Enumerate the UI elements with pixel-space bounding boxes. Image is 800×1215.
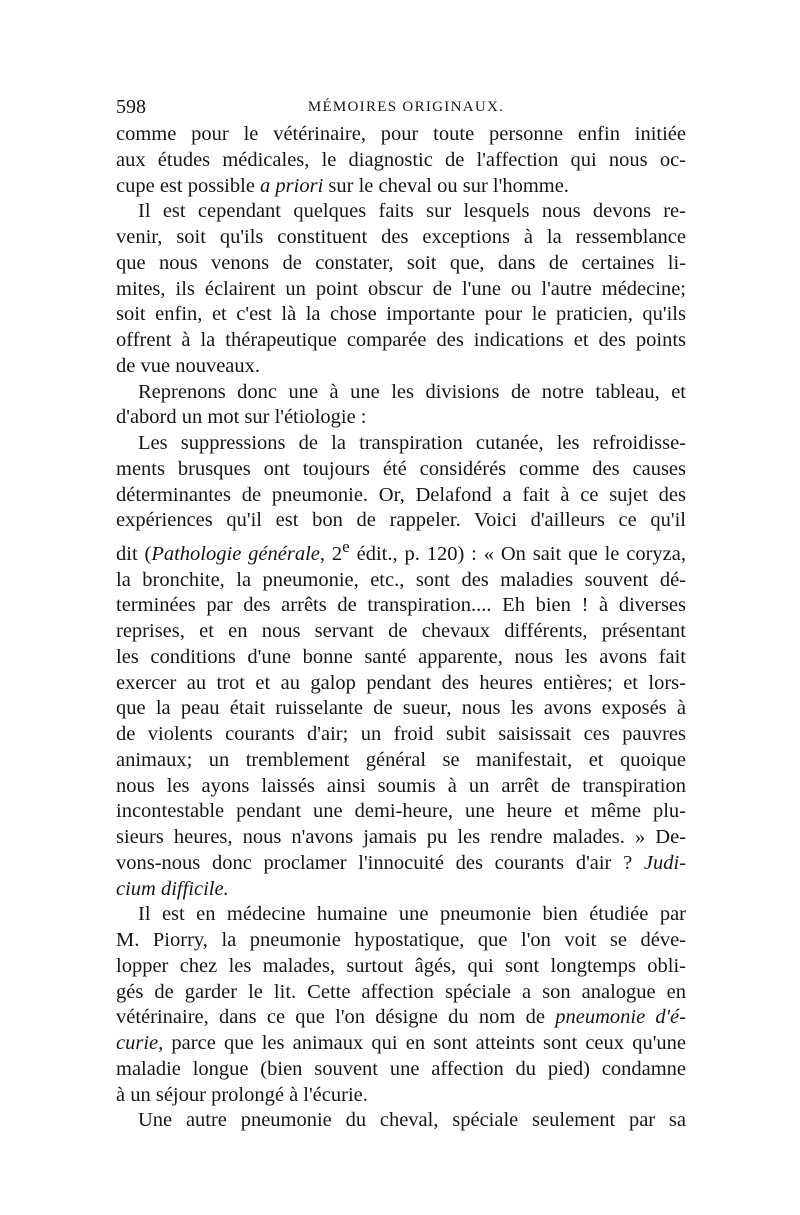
text-line: offrent à la thérapeutique comparée des indications et des points (116, 329, 686, 351)
text-line: cium difficile. (116, 877, 229, 900)
text-line: d'abord un mot sur l'étiologie : (116, 406, 367, 429)
paragraph-4 (116, 431, 686, 902)
italic-term: pneumonie d'é- (555, 1006, 686, 1029)
text-line: dit (Pathologie générale, 2e édit., p. 120) : « On sait que le coryza, (116, 537, 687, 565)
text-line: aux études médicales, le diagnostic de l'affection qui nous oc- (116, 148, 686, 171)
text-line: comme pour le vétérinaire, pour toute personne enfin initiée (116, 123, 686, 145)
text-line: de vue nouveaux. (116, 354, 261, 377)
text-line: lopper chez les malades, surtout âgés, qui sont longtemps obli- (116, 954, 686, 977)
text-line: nous les ayons laissés ainsi soumis à un arrêt de transpiration (116, 774, 686, 797)
text-line: la bronchite, la pneumonie, etc., sont des maladies souvent dé- (116, 568, 686, 591)
italic-citation: Pathologie générale (151, 542, 320, 565)
text-line: déterminantes de pneumonie. Or, Delafond a fait à ce sujet des (116, 483, 686, 506)
text-line: venir, soit qu'ils constituent des exceptions à la ressemblance (116, 226, 686, 248)
text-line: incontestable pendant une demi-heure, une heure et même plu- (116, 800, 686, 823)
text-line: cupe est possible a priori sur le cheval ou sur l'homme. (116, 174, 569, 197)
book-page (116, 92, 686, 1134)
text-line: Il est cependant quelques faits sur lesquels nous devons re- (138, 200, 686, 223)
text-line: expériences qu'il est bon de rappeler. Voici d'ailleurs ce qu'il (116, 509, 686, 532)
text-line: Reprenons donc une à une les divisions de notre tableau, et (138, 380, 686, 403)
body-text (116, 122, 686, 1134)
text-line: Il est en médecine humaine une pneumonie bien étudiée par (138, 903, 686, 926)
text-line: que la peau était ruisselante de sueur, nous les avons exposés à (116, 697, 686, 720)
text-line: vons-nous donc proclamer l'innocuité des courants d'air ? Judi- (116, 851, 686, 874)
text-line: exercer au trot et au galop pendant des heures entières; et lors- (116, 671, 686, 694)
text-line: les conditions d'une bonne santé apparente, nous les avons fait (116, 645, 686, 668)
text-line: maladie longue (bien souvent une affection du pied) condamne (116, 1057, 686, 1080)
text-line: ments brusques ont toujours été considérés comme des causes (116, 457, 686, 480)
text-line: M. Piorry, la pneumonie hypostatique, que l'on voit se déve- (116, 929, 686, 952)
text-line: Les suppressions de la transpiration cutanée, les refroidisse- (138, 432, 686, 454)
text-line: Une autre pneumonie du cheval, spéciale seulement par sa (138, 1109, 686, 1132)
text-line: gés de garder le lit. Cette affection spéciale a son analogue en (116, 980, 686, 1003)
text-line: sieurs heures, nous n'avons jamais pu les rendre malades. » De- (116, 826, 686, 849)
paragraph-1-continued (116, 122, 686, 199)
text-line: de violents courants d'air; un froid subit saisissait ces pauvres (116, 723, 686, 746)
page-number: 598 (116, 96, 146, 118)
paragraph-3 (116, 380, 686, 432)
text-line: terminées par des arrêts de transpiration.... Eh bien ! à diverses (116, 594, 686, 617)
italic-term: curie, (116, 1032, 164, 1055)
text-line: curie, parce que les animaux qui en sont atteints sont ceux qu'une (116, 1032, 686, 1055)
text-line: vétérinaire, dans ce que l'on désigne du nom de pneumonie d'é- (116, 1006, 686, 1029)
text-line: mites, ils éclairent un point obscur de l'une ou l'autre médecine; (116, 277, 686, 300)
text-line: animaux; un tremblement général se manifestait, et quoique (116, 748, 686, 771)
italic-phrase: Judi- (643, 851, 686, 874)
running-title: MÉMOIRES ORIGINAUX. (307, 99, 505, 115)
paragraph-5 (116, 902, 686, 1108)
text-line: à un séjour prolongé à l'écurie. (116, 1083, 368, 1106)
italic-term: a priori (260, 174, 324, 197)
paragraph-6 (116, 1108, 686, 1134)
paragraph-2 (116, 199, 686, 379)
text-line: que nous venons de constater, soit que, dans de certaines li- (116, 251, 686, 274)
superscript: e (342, 537, 350, 556)
text-line: soit enfin, et c'est là la chose importante pour le praticien, qu'ils (116, 303, 686, 326)
page-header (116, 92, 686, 122)
text-line: reprises, et en nous servant de chevaux différents, présentant (116, 620, 686, 643)
